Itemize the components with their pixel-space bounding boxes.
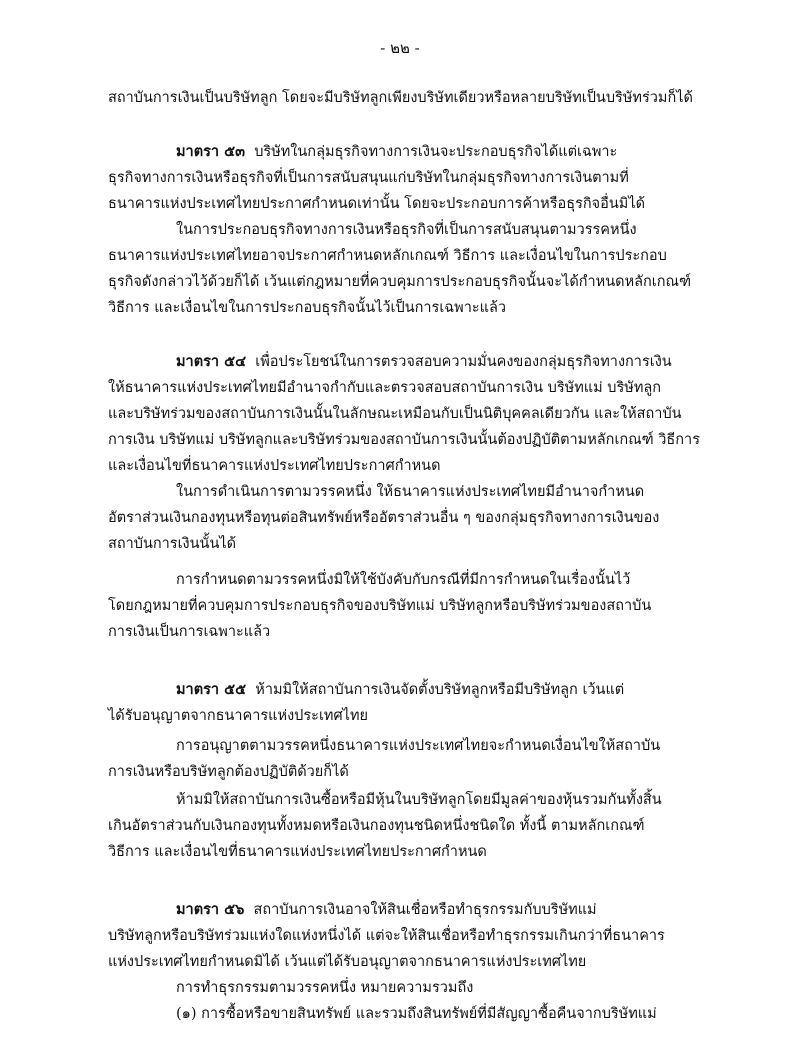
section-53-line: วิธีการ และเงื่อนไขในการประกอบธุรกิจนั้นไว้เป็นการเฉพาะแล้ว [108,300,507,316]
section-54-line: และบริษัทร่วมของสถาบันการเงินนั้นในลักษณะเหมือนกับเป็นนิติบุคคลเดียวกัน และให้สถาบัน [108,406,682,422]
section-53-text: บริษัทในกลุ่มธุรกิจทางการเงินจะประกอบธุรกิจได้แต่เฉพาะ [254,144,618,160]
section-54-paragraph: การกำหนดตามวรรคหนึ่งมิให้ใช้บังคับกับกรณีที่มีการกำหนดในเรื่องนั้นไว้ [176,572,631,588]
section-53-first-line [176,142,617,162]
section-54-line: และเงื่อนไขที่ธนาคารแห่งประเทศไทยประกาศกำหนด [108,458,441,474]
section-53-paragraph: ในการประกอบธุรกิจทางการเงินหรือธุรกิจที่เป็นการสนับสนุนตามวรรคหนึ่ง [176,222,637,238]
page-number: - ๒๒ - [380,39,420,57]
section-54-line: ให้ธนาคารแห่งประเทศไทยมีอำนาจกำกับและตรวจสอบสถาบันการเงิน บริษัทแม่ บริษัทลูก [108,380,662,396]
section-56-paragraph: การทำธุรกรรมตามวรรคหนึ่ง หมายความรวมถึง [176,980,474,996]
section-54-line: อัตราส่วนเงินกองทุนหรือทุนต่อสินทรัพย์หรืออัตราส่วนอื่น ๆ ของกลุ่มธุรกิจทางการเงินของ [108,510,660,526]
section-56-text: สถาบันการเงินอาจให้สินเชื่อหรือทำธุรกรรมกับบริษัทแม่ [253,902,597,918]
section-54-line: การเงิน บริษัทแม่ บริษัทลูกและบริษัทร่วมของสถาบันการเงินนั้นต้องปฏิบัติตามหลักเกณฑ์ วิธีการ [108,432,700,448]
section-54-text: เพื่อประโยชน์ในการตรวจสอบความมั่นคงของกลุ่มธุรกิจทางการเงิน [255,354,672,370]
section-53-line: ธุรกิจทางการเงินหรือธุรกิจที่เป็นการสนับสนุนแก่บริษัทในกลุ่มธุรกิจทางการเงินตามที่ [108,170,629,186]
section-54-first-line [176,352,672,372]
section-55-line: เกินอัตราส่วนกับเงินกองทุนทั้งหมดหรือเงินกองทุนชนิดหนึ่งชนิดใด ทั้งนี้ ตามหลักเกณฑ์ [108,818,645,834]
section-53-label: มาตรา ๕๓ [176,143,245,160]
section-54-label: มาตรา ๕๔ [176,353,247,370]
section-55-label: มาตรา ๕๕ [176,681,247,698]
section-55-paragraph: ห้ามมิให้สถาบันการเงินซื้อหรือมีหุ้นในบริษัทลูกโดยมีมูลค่าของหุ้นรวมกันทั้งสิ้น [176,792,662,808]
section-55-line: ได้รับอนุญาตจากธนาคารแห่งประเทศไทย [108,708,369,724]
section-55-paragraph: การอนุญาตตามวรรคหนึ่งธนาคารแห่งประเทศไทยจะกำหนดเงื่อนไขให้สถาบัน [176,738,661,754]
section-54-line: การเงินเป็นการเฉพาะแล้ว [108,624,271,640]
section-54-line: สถาบันการเงินนั้นได้ [108,536,237,552]
section-55-text: ห้ามมิให้สถาบันการเงินจัดตั้งบริษัทลูกหรือมีบริษัทลูก เว้นแต่ [255,682,625,698]
section-55-line: การเงินหรือบริษัทลูกต้องปฏิบัติด้วยก็ได้ [108,764,349,780]
section-55-first-line [176,680,624,700]
section-53-line: ธนาคารแห่งประเทศไทยประกาศกำหนดเท่านั้น โดยจะประกอบการค้าหรือธุรกิจอื่นมิได้ [108,196,646,212]
section-54-paragraph: ในการดำเนินการตามวรรคหนึ่ง ให้ธนาคารแห่งประเทศไทยมีอำนาจกำหนด [176,484,645,500]
section-56-item-1: (๑) การซื้อหรือขายสินทรัพย์ และรวมถึงสินทรัพย์ที่มีสัญญาซื้อคืนจากบริษัทแม่ [176,1006,657,1022]
section-55-line: วิธีการ และเงื่อนไขที่ธนาคารแห่งประเทศไทยประกาศกำหนด [108,844,487,860]
intro-line: สถาบันการเงินเป็นบริษัทลูก โดยจะมีบริษัทลูกเพียงบริษัทเดียวหรือหลายบริษัทเป็นบริษัทร่วมก็ได้ [108,90,693,106]
section-56-first-line [176,900,597,920]
section-56-line: บริษัทลูกหรือบริษัทร่วมแห่งใดแห่งหนึ่งได้ แต่จะให้สินเชื่อหรือทำธุรกรรมเกินกว่าที่ธนาคาร [108,928,665,944]
section-54-line: โดยกฎหมายที่ควบคุมการประกอบธุรกิจของบริษัทแม่ บริษัทลูกหรือบริษัทร่วมของสถาบัน [108,598,652,614]
section-53-line: ธุรกิจดังกล่าวไว้ด้วยก็ได้ เว้นแต่กฎหมายที่ควบคุมการประกอบธุรกิจนั้นจะได้กำหนดหลักเกณฑ์ [108,274,692,290]
section-56-line: แห่งประเทศไทยกำหนดมิได้ เว้นแต่ได้รับอนุญาตจากธนาคารแห่งประเทศไทย [108,954,587,970]
section-53-line: ธนาคารแห่งประเทศไทยอาจประกาศกำหนดหลักเกณฑ์ วิธีการ และเงื่อนไขในการประกอบ [108,248,667,264]
section-56-label: มาตรา ๕๖ [176,901,245,918]
